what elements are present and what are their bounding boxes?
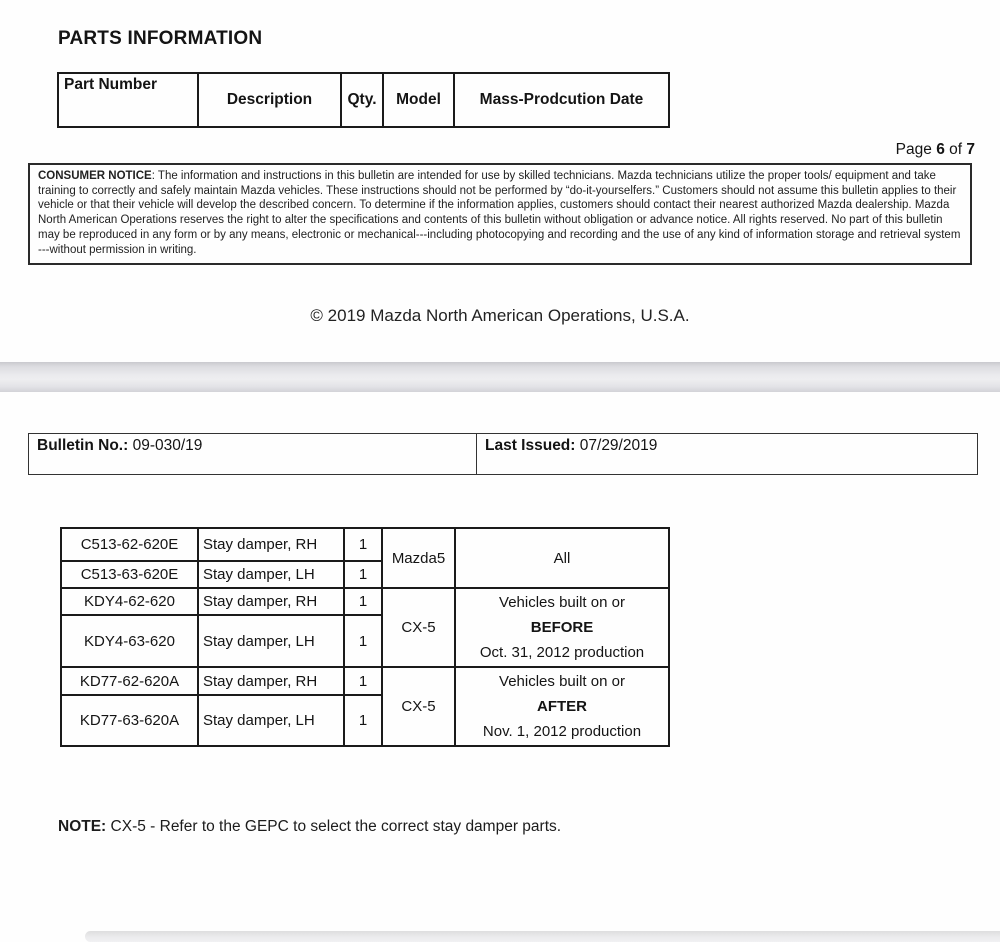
of-word: of [949, 141, 963, 158]
total-pages: 7 [966, 141, 975, 158]
page-break-divider [0, 362, 1000, 392]
production-date-emphasis: BEFORE [530, 619, 594, 636]
bulletin-number-label: Bulletin No.: [37, 437, 129, 454]
description-cell: Stay damper, LH [198, 561, 344, 588]
production-date-line: Nov. 1, 2012 production [482, 723, 642, 740]
parts-data-table [60, 527, 670, 747]
description-cell: Stay damper, LH [198, 615, 344, 667]
consumer-notice-label: CONSUMER NOTICE [38, 170, 152, 182]
part-number-cell: KDY4-63-620 [61, 615, 198, 667]
part-number-cell: C513-62-620E [61, 528, 198, 561]
model-cell: CX-5 [382, 667, 455, 746]
column-header-part-number: Part Number [58, 73, 198, 127]
bulletin-number-cell [29, 434, 477, 475]
model-cell: CX-5 [382, 588, 455, 667]
page-title: PARTS INFORMATION [58, 28, 263, 49]
description-cell: Stay damper, RH [198, 667, 344, 695]
last-issued-cell [477, 434, 978, 475]
description-cell: Stay damper, LH [198, 695, 344, 746]
part-number-cell: KD77-63-620A [61, 695, 198, 746]
page-word: Page [895, 141, 932, 158]
part-number-cell: KDY4-62-620 [61, 588, 198, 615]
column-header-mass-production-date: Mass-Prodcution Date [454, 73, 669, 127]
column-header-qty: Qty. [341, 73, 383, 127]
note-label: NOTE: [58, 818, 107, 835]
production-date-line: Oct. 31, 2012 production [479, 644, 645, 661]
page-number: 6 [936, 141, 945, 158]
description-cell: Stay damper, RH [198, 528, 344, 561]
part-number-cell: KD77-62-620A [61, 667, 198, 695]
column-header-model: Model [383, 73, 454, 127]
table-row [61, 588, 669, 615]
consumer-notice-text: : The information and instructions in this bulletin are intended for use by skilled technicians. Mazda technicians utilize the proper tools/ equipment and take training to correctly and safely maintain Mazda vehicles. These instructions should not be performed by “do-it-yourselfers.” Customers should not assume this bulletin applies to their vehicle or that their vehicle will develop the described concern. To determine if the information applies, customers should contact their nearest authorized Mazda dealership. Mazda North American Operations reserves the right to alter the specifications and contents of this bulletin without obligation or advance notice. All rights reserved. No part of this bulletin may be reproduced in any form or by any means, electronic or mechanical---including photocopying and recording and the use of any kind of information storage and retrieval system ---without permission in writing. [38, 170, 961, 256]
note-line [58, 818, 561, 836]
bulletin-number-value: 09-030/19 [132, 437, 203, 454]
parts-header-table [57, 72, 670, 128]
last-issued-label: Last Issued: [485, 437, 576, 454]
qty-cell: 1 [344, 695, 382, 746]
description-cell: Stay damper, RH [198, 588, 344, 615]
note-text: CX-5 - Refer to the GEPC to select the correct stay damper parts. [110, 818, 562, 835]
production-date-cell [455, 667, 669, 746]
qty-cell: 1 [344, 528, 382, 561]
production-date-cell: All [455, 528, 669, 588]
copyright-line: © 2019 Mazda North American Operations, U.S.A. [310, 306, 690, 325]
production-date-emphasis: AFTER [537, 698, 587, 715]
last-issued-value: 07/29/2019 [579, 437, 658, 454]
model-cell: Mazda5 [382, 528, 455, 588]
table-row [61, 528, 669, 561]
page-indicator [896, 141, 975, 159]
bulletin-info-table [28, 433, 978, 475]
next-page-divider [85, 931, 1000, 942]
production-date-line: Vehicles built on or [499, 594, 625, 611]
qty-cell: 1 [344, 588, 382, 615]
qty-cell: 1 [344, 615, 382, 667]
table-row [61, 667, 669, 695]
consumer-notice-box [28, 163, 972, 265]
qty-cell: 1 [344, 561, 382, 588]
production-date-line: Vehicles built on or [499, 673, 625, 690]
qty-cell: 1 [344, 667, 382, 695]
column-header-description: Description [198, 73, 341, 127]
part-number-cell: C513-63-620E [61, 561, 198, 588]
production-date-cell [455, 588, 669, 667]
